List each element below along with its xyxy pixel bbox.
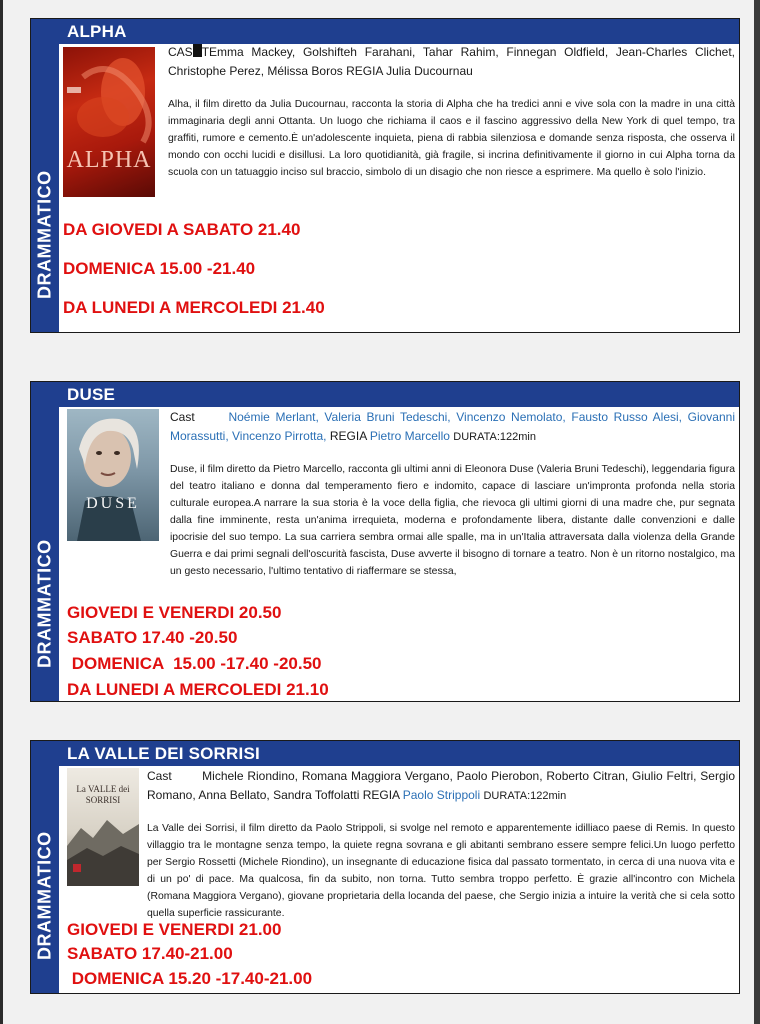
movie-poster <box>67 768 139 886</box>
cast-names: Michele Riondino, Romana Maggiora Vergano, Paolo Pierobon, Roberto Citran, Giulio Feltri, Sergio Romano, Anna Bellato, Sandra Toffolatti <box>147 769 735 802</box>
genre-label: DRAMMATICO <box>34 831 55 960</box>
showtime-line: DOMENICA 15.00 -17.40 -20.50 <box>67 654 322 673</box>
poster-title: DUSE <box>86 495 140 512</box>
movie-poster <box>63 47 155 197</box>
film-card-duse <box>30 381 740 702</box>
film-description: Alha, il film diretto da Julia Ducournau, racconta la storia di Alpha che ha tredici anni e vive sola con la madre in una città immaginaria degli anni Ottanta. Un luogo che richiama il caos e il fascino aggressivo della New York di quel tempo, tra graffiti, rumore e cemento.È un'adolescente inquieta, piena di rabbia silenziosa e domande senza risposta, che osserva il mondo con occhi lucidi e disillusi. La loro quotidianità, già fragile, si incrina definitivamente il giorno in cui Alpha torna da scuola con un tatuaggio inciso sul braccio, simbolo di un disagio che non riesce a esprimere. Ma quello è solo l'inizio. <box>168 99 735 178</box>
showtime-line: SABATO 17.40 -20.50 <box>67 628 238 647</box>
showtime-line: DA LUNEDI A MERCOLEDI 21.40 <box>63 298 325 317</box>
showtime-line: DA LUNEDI A MERCOLEDI 21.10 <box>67 680 329 699</box>
movie-poster <box>67 409 159 541</box>
showtimes <box>63 219 325 336</box>
film-description: Duse, il film diretto da Pietro Marcello, racconta gli ultimi anni di Eleonora Duse (Valeria Bruni Tedeschi), leggendaria figura del teatro italiano e donna dal temperamento fiero e indomito, capace di lasciare un'impronta profonda nella storia culturale europea.A narrare la sua storia è la voce della figlia, che rievoca gli ultimi giorni di una madre che, pur segnata dalla fine imminente, resta un'anima irrequieta, moderna e profondamente libera, distante dalle convenzioni e dalle ipocrisie del suo tempo. La sua carriera sembra ormai alle spalle, ma in un'Italia attraversata dalla violenza della Grande Guerra e dai primi segnali dell'oscurità fascista, Duse avverte il bisogno di tornare a teatro. Non è un ritorno nostalgico, ma un gesto necessario, l'ultimo tentativo di riaffermare se stessa, <box>170 464 735 577</box>
genre-sidebar <box>31 382 59 701</box>
showtime-line: GIOVEDI E VENERDI 20.50 <box>67 603 282 622</box>
cast-label: CAS <box>168 45 193 59</box>
showtime-line: DOMENICA 15.20 -17.40-21.00 <box>67 969 313 988</box>
showtime-line: DOMENICA 15.00 -21.40 <box>63 259 256 278</box>
cast-line <box>168 43 735 81</box>
poster-title: ALPHA <box>66 147 152 173</box>
showtime-line: GIOVEDI E VENERDI 21.00 <box>67 920 282 939</box>
cast-line <box>147 767 735 806</box>
genre-label: DRAMMATICO <box>34 170 55 299</box>
poster-title: La VALLE dei SORRISI <box>76 784 130 805</box>
film-title: LA VALLE DEI SORRISI <box>31 741 739 766</box>
film-title: DUSE <box>31 382 739 407</box>
redaction-mark <box>193 44 202 57</box>
genre-sidebar <box>31 741 59 993</box>
showtime-line: DA GIOVEDI A SABATO 21.40 <box>63 220 301 239</box>
cast-label-tail: T <box>201 45 210 59</box>
cast-names: Emma Mackey, Golshifteh Farahani, Tahar Rahim, Finnegan Oldfield, Jean-Charles Clichet, Christophe Perez, Mélissa Boros REGIA Julia Ducournau <box>168 45 735 78</box>
poster-artwork <box>67 409 159 541</box>
showtimes <box>67 602 329 704</box>
film-card-la-valle-dei-sorrisi <box>30 740 740 994</box>
duration: DURATA:122min <box>453 431 536 443</box>
film-title: ALPHA <box>31 19 739 44</box>
page-right-edge <box>754 0 760 1024</box>
page-left-edge <box>0 0 3 1024</box>
cast-label: Cast <box>170 410 195 424</box>
showtime-line: SABATO 17.40-21.00 <box>67 944 233 963</box>
regia-name: Paolo Strippoli <box>402 788 481 802</box>
regia-label: REGIA <box>329 429 367 443</box>
poster-artwork <box>63 47 155 197</box>
duration: DURATA:122min <box>483 790 567 802</box>
cast-line <box>170 408 735 447</box>
genre-label: DRAMMATICO <box>34 539 55 668</box>
regia-name: Pietro Marcello <box>369 429 450 443</box>
regia-label: REGIA <box>362 788 400 802</box>
cast-names: Noémie Merlant, Valeria Bruni Tedeschi, Vincenzo Nemolato, Fausto Russo Alesi, Giovanni Morassutti, Vincenzo Pirrotta, <box>170 410 735 443</box>
genre-sidebar <box>31 19 59 332</box>
cast-label: Cast <box>147 769 172 783</box>
film-card-alpha <box>30 18 740 333</box>
film-description: La Valle dei Sorrisi, il film diretto da Paolo Strippoli, si svolge nel remoto e apparentemente idilliaco paese di Remis. In questo villaggio tra le montagne senza tempo, la quiete regna sovrana e gli abitanti sembrano essere sempre felici.Un luogo perfetto per Sergio Rossetti (Michele Riondino), un insegnante di educazione fisica dal passato tormentato, in cerca di una nuova vita e di un po' di pace. Ma qualcosa, fin da subito, non torna. Tutto sembra troppo perfetto. È grazie all'incontro con Michela (Romana Maggiora Vergano), giovane proprietaria della locanda del paese, che Sergio inizia a intuire la verità che si cela sotto quella superficie rassicurante. <box>147 823 735 919</box>
showtimes <box>67 919 312 993</box>
